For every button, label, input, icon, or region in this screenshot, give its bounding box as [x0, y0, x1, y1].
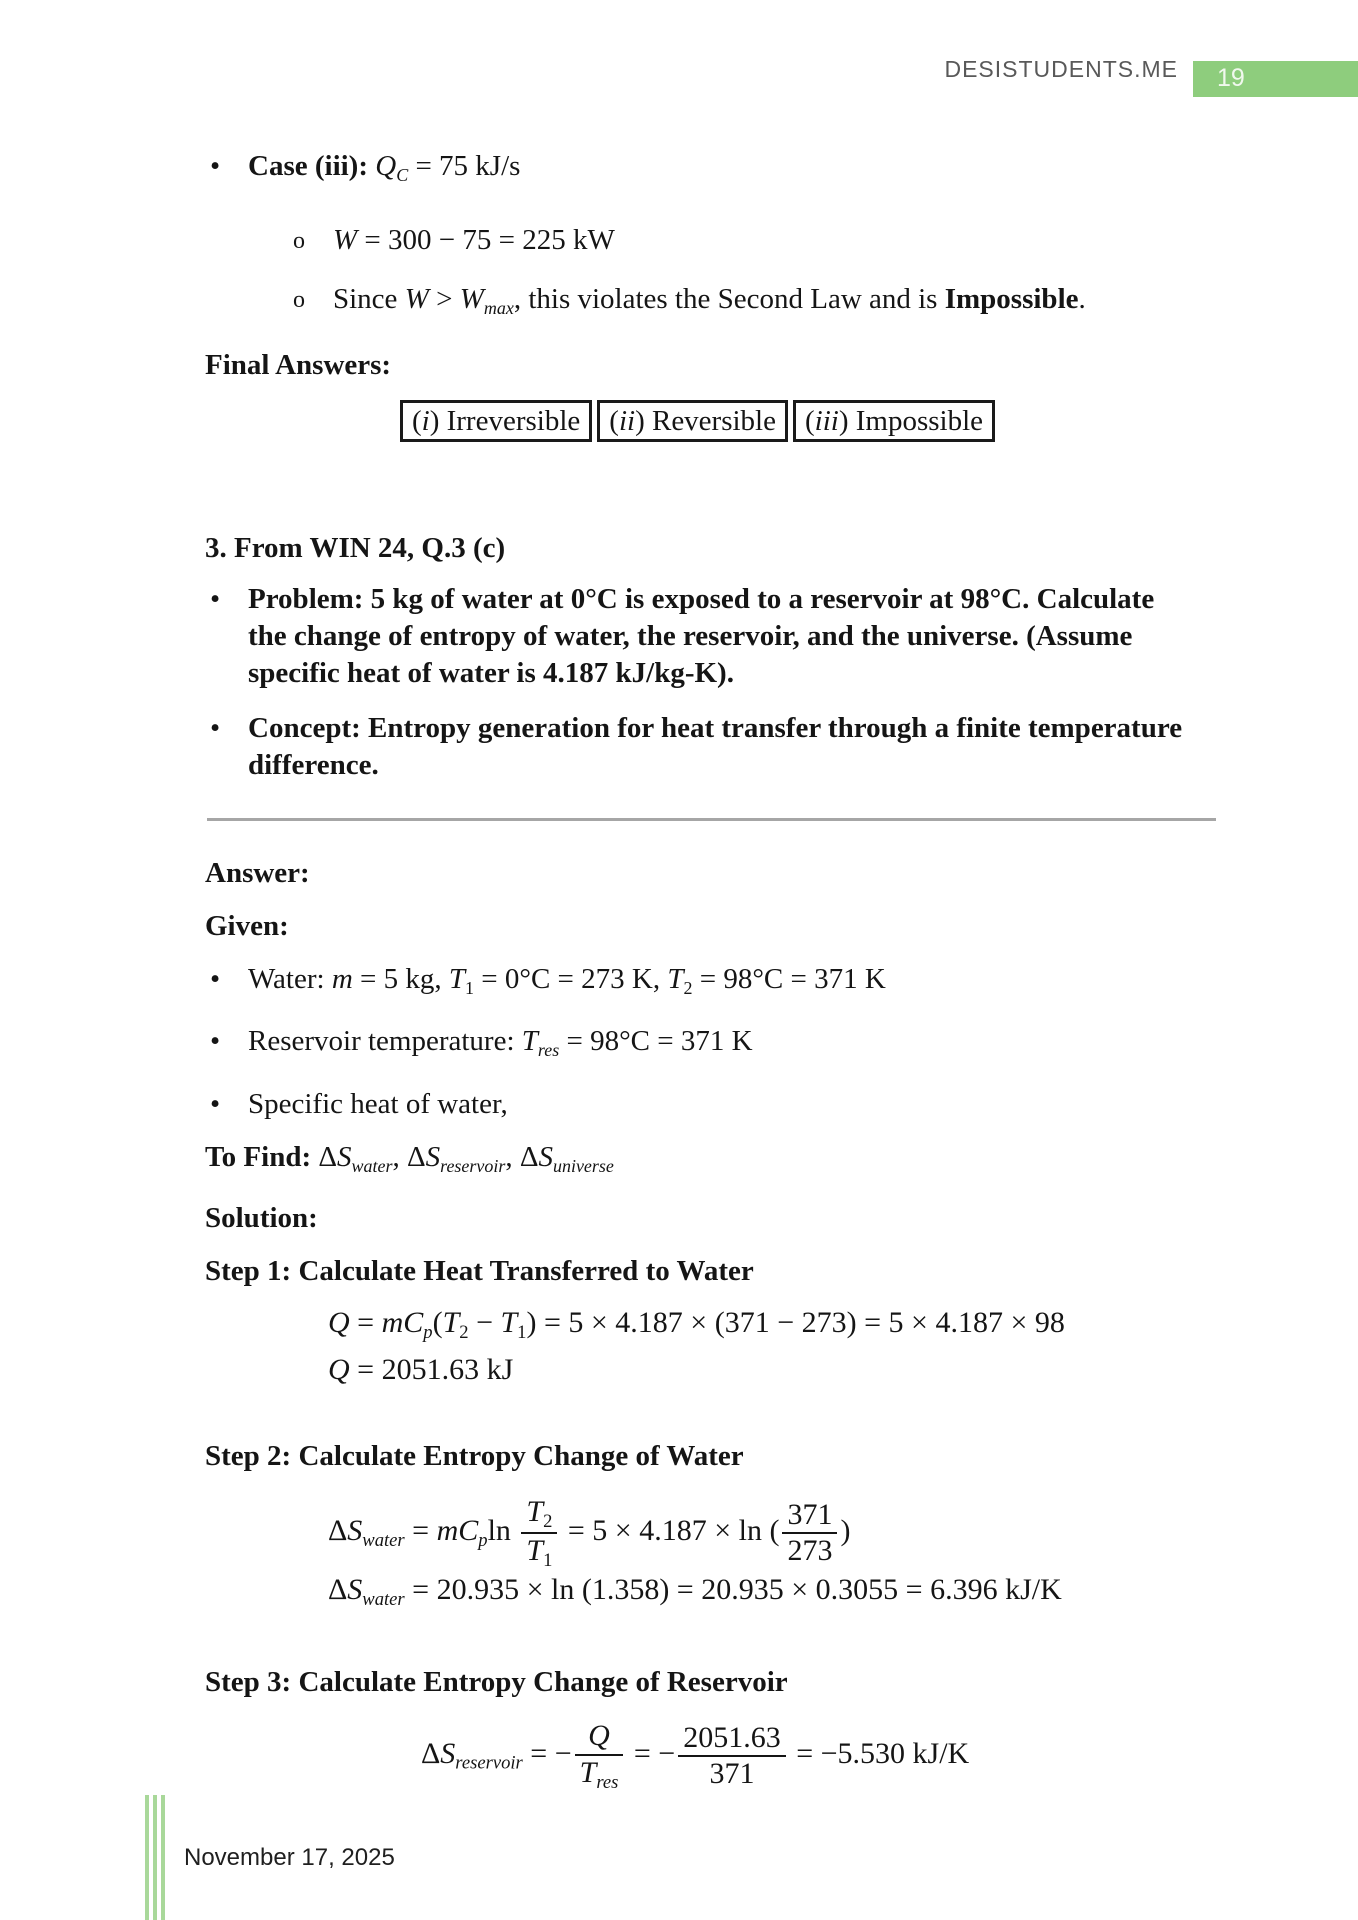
final-answers-table	[400, 400, 995, 442]
bullet-marker: •	[210, 711, 221, 744]
accent-bar	[145, 1795, 149, 1920]
list-item-work-equation	[205, 222, 1190, 259]
second-law-text: Since W > Wmax, this violates the Second Law and is Impossible.	[333, 282, 1086, 318]
bullet-marker: •	[210, 150, 221, 182]
list-item-given-reservoir	[205, 1023, 1190, 1069]
step2-equation-1: ΔSwater = mCpln $\frac{T_2}{T_1}$ = 5 × 4.187 × ln ( $\frac{371}{273}$ )	[328, 1494, 851, 1571]
solution-label: Solution:	[205, 1201, 318, 1234]
to-find-line: To Find: ΔSwater, ΔSreservoir, ΔSuniverse	[205, 1141, 614, 1176]
question-heading: 3. From WIN 24, Q.3 (c)	[205, 531, 506, 564]
bullet-marker: •	[210, 582, 221, 615]
list-item-concept	[205, 710, 1190, 784]
step2-equation-2: ΔSwater = 20.935 × ln (1.358) = 20.935 × 0.3055 = 6.396 kJ/K	[328, 1573, 1062, 1611]
problem-text: Problem: 5 kg of water at 0°C is exposed to a reservoir at 98°C. Calculate the change of entropy of water, the reservoir, and the universe. (Assume specific heat of water is 4.187 kJ/kg-K).	[248, 582, 1155, 689]
bullet-marker: •	[210, 1025, 221, 1058]
answer-cell-ii: (ii) Reversible	[597, 400, 788, 442]
given-specific-heat-text: Specific heat of water,	[248, 1088, 508, 1120]
answer-label: Answer:	[205, 856, 310, 889]
page-number-badge: 19	[1193, 61, 1358, 97]
answer-cell-i: (i) Irreversible	[400, 400, 592, 442]
list-item-given-water	[205, 961, 1190, 1007]
section-divider	[207, 818, 1216, 821]
accent-bar	[153, 1795, 157, 1920]
list-item-problem	[205, 581, 1190, 692]
bullet-marker: •	[210, 1088, 221, 1120]
sub-bullet-marker: o	[293, 286, 305, 313]
list-item-given-specific-heat	[205, 1086, 1190, 1123]
case-iii-text: Case (iii): QC = 75 kJ/s	[248, 150, 521, 185]
accent-bar	[161, 1795, 165, 1920]
list-item-case-iii	[205, 148, 1190, 194]
step2-heading: Step 2: Calculate Entropy Change of Water	[205, 1439, 744, 1472]
work-equation-text: W = 300 − 75 = 225 kW	[333, 223, 615, 256]
answer-cell-iii: (iii) Impossible	[793, 400, 995, 442]
footer-accent-bars	[145, 1795, 165, 1920]
site-name: DESISTUDENTS.ME	[944, 56, 1178, 82]
step1-equation-1: $Q = mCp(T_2 - T_1) = 5 \times 4.187 \times (371 - 273) = 5 \times 4.187 \times 98$	[328, 1305, 1065, 1343]
final-answers-label: Final Answers:	[205, 348, 392, 381]
step1-heading: Step 1: Calculate Heat Transferred to Water	[205, 1254, 754, 1287]
given-reservoir-text: Reservoir temperature: Tres = 98°C = 371 K	[248, 1025, 753, 1060]
footer-date: November 17, 2025	[184, 1844, 395, 1871]
given-label: Given:	[205, 909, 289, 942]
step3-heading: Step 3: Calculate Entropy Change of Reservoir	[205, 1666, 788, 1699]
given-water-text: Water: m = 5 kg, $T_1 = 0^\circ C = 273$ K, $T_2 = 98^\circ C = 371$ K	[248, 962, 886, 998]
step1-equation-2: Q = 2051.63 kJ	[328, 1352, 514, 1386]
bullet-marker: •	[210, 962, 221, 995]
step3-equation: ΔSreservoir = − $\frac{Q}{\text{Tres}}$ = − $\frac{2051.63}{371}$ = −5.530 kJ/K	[421, 1719, 970, 1793]
sub-bullet-marker: o	[293, 227, 305, 254]
list-item-second-law	[205, 281, 1190, 327]
concept-text: Concept: Entropy generation for heat transfer through a finite temperature difference.	[248, 711, 1183, 781]
